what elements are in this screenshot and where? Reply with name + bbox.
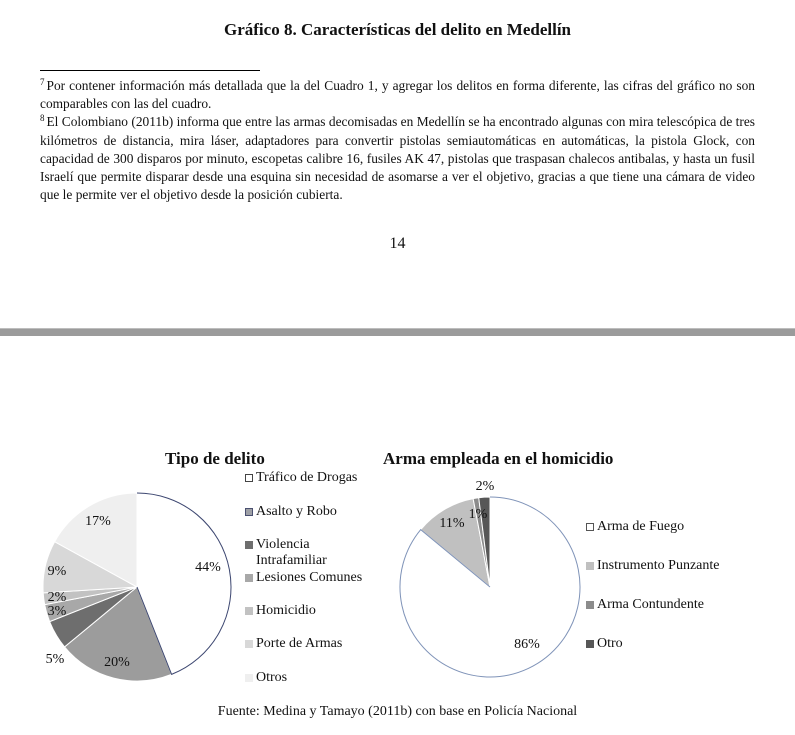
legend-item bbox=[586, 558, 719, 574]
footnote-text: El Colombiano (2011b) informa que entre las armas decomisadas en Medellín se ha encontrado algunas con mira telescópica de tres kilómetros de distancia, mira láser, adaptadores para convertir pistolas semiautomáticas en automáticas, la pistola Glock, con capacidad de 300 disparos por minuto, escopetas calibre 16, fusiles AK 47, pistolas que traspasan chalecos antibalas, y hasta un fusil Israelí que permite disparar desde una esquina sin necesidad de asomarse a ver el objetivo, gracias a que tiene una cámara de video que le permite ver el objetivo desde la posición cubierta. bbox=[40, 114, 755, 203]
pie-label: 86% bbox=[514, 637, 540, 652]
pie-label: 17% bbox=[85, 514, 111, 529]
legend-swatch-icon bbox=[586, 601, 594, 609]
pie-label: 11% bbox=[439, 516, 465, 531]
legend-label: Violencia Intrafamiliar bbox=[256, 537, 327, 568]
legend-swatch-icon bbox=[586, 562, 594, 570]
figure-title: Gráfico 8. Características del delito en Medellín bbox=[224, 20, 571, 39]
footnote-marker: 8 bbox=[40, 113, 45, 124]
legend-label: Porte de Armas bbox=[256, 636, 343, 651]
legend-swatch-icon bbox=[586, 523, 594, 531]
figure-source: Fuente: Medina y Tamayo (2011b) con base en Policía Nacional bbox=[217, 704, 578, 719]
page-number: 14 bbox=[389, 235, 406, 252]
legend-item bbox=[586, 597, 704, 613]
legend-item bbox=[586, 519, 684, 535]
legend-label: Instrumento Punzante bbox=[597, 558, 720, 573]
pie-label: 5% bbox=[45, 652, 65, 667]
legend-label: Lesiones Comunes bbox=[256, 570, 363, 585]
legend-label: Arma de Fuego bbox=[597, 519, 685, 534]
pie-label: 44% bbox=[195, 560, 221, 575]
footnote-text: Por contener información más detallada que la del Cuadro 1, y agregar los delitos en forma diferente, las cifras del gráfico no son comparables con las del cuadro. bbox=[40, 78, 755, 112]
chart-title-arma-empleada: Arma empleada en el homicidio bbox=[383, 449, 614, 468]
legend-label: Homicidio bbox=[256, 603, 316, 618]
pie-label: 2% bbox=[475, 479, 495, 494]
legend-item bbox=[586, 636, 623, 652]
pie-label: 9% bbox=[47, 564, 67, 579]
legend-label: Asalto y Robo bbox=[256, 504, 337, 519]
chart-title-tipo-delito: Tipo de delito bbox=[165, 449, 265, 468]
legend-label: Otro bbox=[597, 636, 623, 651]
pie-label: 1% bbox=[468, 507, 488, 522]
legend-swatch-icon bbox=[586, 640, 594, 648]
pie-label: 20% bbox=[104, 655, 130, 670]
legend-label: Tráfico de Drogas bbox=[256, 470, 358, 485]
legend-label: Arma Contundente bbox=[597, 597, 704, 612]
footnote-marker: 7 bbox=[40, 77, 45, 87]
pie-label: 2% bbox=[47, 590, 67, 605]
pie-label: 3% bbox=[47, 604, 67, 619]
legend-label: Otros bbox=[256, 670, 288, 685]
